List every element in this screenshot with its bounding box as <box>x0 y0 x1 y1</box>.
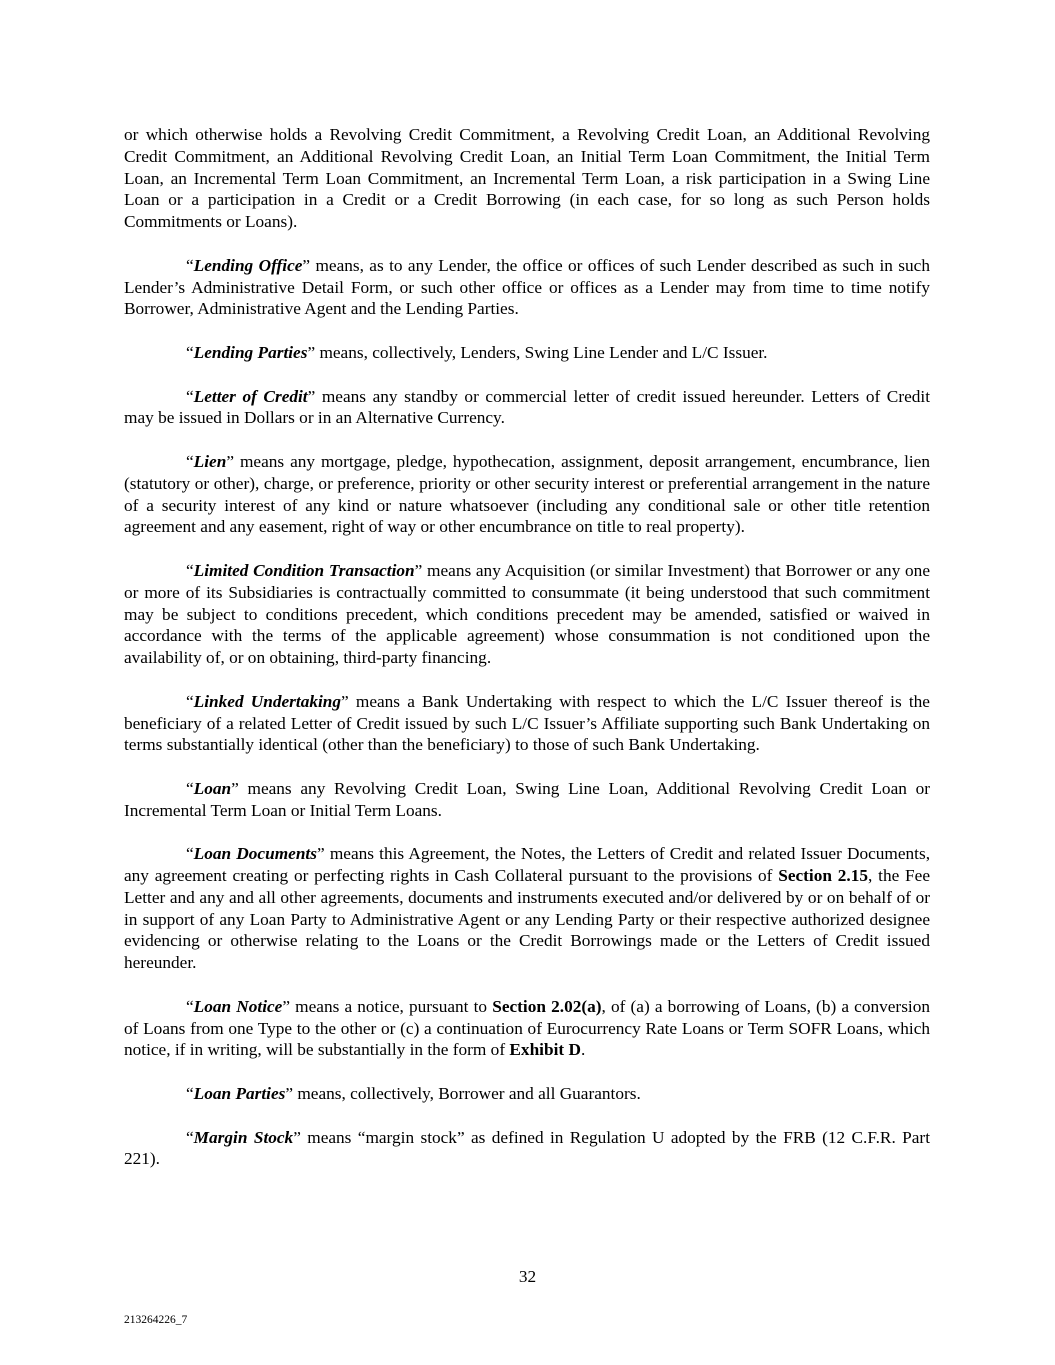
definition-linked-undertaking <box>124 691 930 756</box>
continued-definition-paragraph <box>124 124 930 233</box>
paragraph-text: ” means, collectively, Lenders, Swing Line Lender and L/C Issuer. <box>307 342 768 362</box>
defined-term: Lien <box>193 451 227 471</box>
defined-term: Loan Parties <box>193 1084 286 1104</box>
paragraph-text: ” means, as to any Lender, the office or offices of such Lender described as such in such Lender’s Administrative Detail Form, or such other office or offices as a Lender may from time to time notify Borrower, Administrative Agent and the Lending Parties. <box>124 255 930 319</box>
definition-loan-parties <box>124 1083 930 1105</box>
defined-term-wrapper <box>194 452 227 471</box>
defined-term: Margin Stock <box>193 1127 294 1147</box>
paragraph-text: , of (a) a borrowing of Loans, (b) a conversion of Loans from one Type to the other or (c) a continuation of Eurocurrency Rate Loans or Term SOFR Loans, which notice, if in writing, will be substantially in the form of <box>124 996 930 1060</box>
paragraph-text: “ <box>186 386 194 406</box>
paragraph-text: “ <box>186 691 194 711</box>
defined-term-wrapper <box>194 997 283 1016</box>
defined-term: Loan Documents <box>193 844 317 864</box>
definition-loan <box>124 778 930 822</box>
document-id: 213264226_7 <box>124 1314 188 1326</box>
defined-term: Loan <box>193 778 232 798</box>
definition-loan-notice <box>124 996 930 1061</box>
defined-term-wrapper <box>194 343 308 362</box>
paragraph-text: ” means any Acquisition (or similar Investment) that Borrower or any one or more of its Subsidiaries is contractually committed to consummate (it being understood that such commitment may be subject to conditions precedent, which conditions precedent may be amended, satisfied or waived in accordance with the terms of the applicable agreement) whose consummation is not conditioned upon the availability of, or on obtaining, third-party financing. <box>124 560 930 668</box>
paragraph-text: “ <box>186 996 194 1016</box>
paragraph-text: “ <box>186 778 194 798</box>
paragraph-text: “ <box>186 342 194 362</box>
cross-reference: Exhibit D <box>509 1040 581 1060</box>
defined-term: Linked Undertaking <box>193 691 342 711</box>
paragraph-text: ” means any standby or commercial letter of credit issued hereunder. Letters of Credit may be issued in Dollars or in an Alternative Currency. <box>124 386 930 428</box>
paragraph-text: “ <box>186 560 194 580</box>
paragraph-text: “ <box>186 451 194 471</box>
defined-term-wrapper <box>194 387 308 406</box>
cross-reference: Section 2.15 <box>778 866 869 886</box>
document-body <box>124 124 930 1192</box>
defined-term-wrapper <box>194 844 317 863</box>
definition-loan-documents <box>124 843 930 974</box>
definition-lien <box>124 451 930 538</box>
page-number: 32 <box>518 1267 537 1286</box>
defined-term: Lending Parties <box>193 342 308 362</box>
defined-term: Letter of Credit <box>193 386 308 406</box>
paragraph-text: ” means a Bank Undertaking with respect to which the L/C Issuer thereof is the beneficiary of a related Letter of Credit issued by such L/C Issuer’s Affiliate supporting such Bank Undertaking on terms substantially identical (other than the beneficiary) to those of such Bank Undertaking. <box>124 691 930 755</box>
paragraph-text: “ <box>186 844 194 864</box>
definition-lending-office <box>124 255 930 320</box>
defined-term-wrapper <box>194 779 231 798</box>
paragraph-text: ” means this Agreement, the Notes, the Letters of Credit and related Issuer Documents, any agreement creating or perfecting rights in Cash Collateral pursuant to the provisions of <box>124 844 931 886</box>
cross-reference: Section 2.02(a) <box>492 996 602 1016</box>
defined-term-wrapper <box>194 256 303 275</box>
paragraph-text: ” means any Revolving Credit Loan, Swing Line Loan, Additional Revolving Credit Loan or Incremental Term Loan or Initial Term Loans. <box>124 778 930 820</box>
defined-term: Loan Notice <box>193 996 283 1016</box>
paragraph-text: “ <box>186 1127 194 1147</box>
definition-margin-stock <box>124 1127 930 1171</box>
definition-lending-parties <box>124 342 930 364</box>
paragraph-text: ” means a notice, pursuant to <box>282 996 493 1016</box>
paragraph-text: or which otherwise holds a Revolving Credit Commitment, a Revolving Credit Loan, an Additional Revolving Credit Commitment, an Additional Revolving Credit Loan, an Initial Term Loan Commitment, the Initial Term Loan, an Incremental Term Loan Commitment, an Incremental Term Loan, a risk participation in a Swing Line Loan or a participation in a Credit or a Credit Borrowing (in each case, for so long as such Person holds Commitments or Loans). <box>124 125 930 232</box>
paragraph-text: ” means, collectively, Borrower and all Guarantors. <box>285 1084 641 1104</box>
paragraph-text: . <box>580 1040 586 1060</box>
paragraph-text: “ <box>186 255 194 275</box>
defined-term-wrapper <box>194 1128 294 1147</box>
paragraph-text: ” means “margin stock” as defined in Regulation U adopted by the FRB (12 C.F.R. Part 221). <box>124 1127 930 1169</box>
defined-term-wrapper <box>194 561 415 580</box>
definition-letter-of-credit <box>124 386 930 430</box>
defined-term-wrapper <box>194 1084 286 1103</box>
definition-limited-condition-transaction <box>124 560 930 669</box>
paragraph-text: , the Fee Letter and any and all other agreements, documents and instruments executed and/or delivered by or on behalf of or in support of any Loan Party to Administrative Agent or any Lending Party or their respective authorized designee evidencing or otherwise relating to the Loans or the Credit Borrowings made or the Letters of Credit issued hereunder. <box>124 866 931 973</box>
paragraph-text: “ <box>186 1084 194 1104</box>
paragraph-text: ” means any mortgage, pledge, hypothecation, assignment, deposit arrangement, encumbrance, lien (statutory or other), charge, or preference, priority or other security interest or preferential arrangement in the nature of a security interest of any kind or nature whatsoever (including any conditional sale or other title retention agreement and any easement, right of way or other encumbrance on title to real property). <box>124 451 930 537</box>
defined-term-wrapper <box>194 692 341 711</box>
defined-term: Lending Office <box>193 255 303 275</box>
defined-term: Limited Condition Transaction <box>193 560 415 580</box>
